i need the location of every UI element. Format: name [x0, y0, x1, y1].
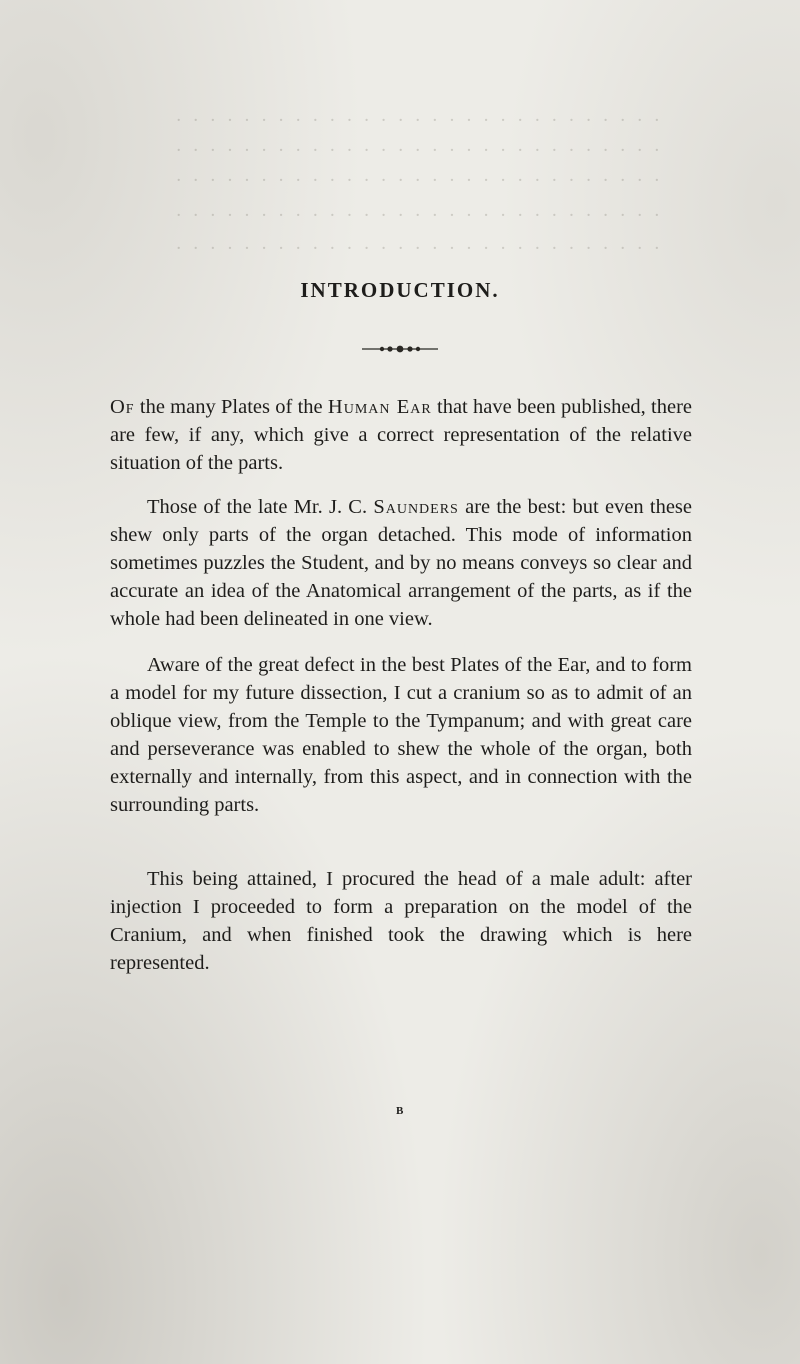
- signature-mark: B: [396, 1105, 404, 1117]
- paragraph-smallcaps: Saunders: [373, 496, 459, 518]
- bleed-through-line: · · · · · · · · · · · · · · · · · · · · · · · · · · · · ·: [172, 110, 660, 131]
- paragraph-smallcaps: Human Ear: [327, 396, 432, 418]
- bleed-through-line: · · · · · · · · · · · · · · · · · · · · · · · · · · · · ·: [172, 170, 660, 191]
- paragraph-2: [110, 493, 692, 633]
- paragraph-text: are the best: but even these shew only parts of the organ detached. This mode of information sometimes puzzles the Student, and by no means conveys so clear and accurate an idea of the Anatomical arrangement of the parts, as if the whole had been delineated in one view.: [110, 496, 693, 630]
- bleed-through-line: · · · · · · · · · · · · · · · · · · · · · · · · · · · · ·: [172, 205, 660, 226]
- paragraph-4: This being attained, I procured the head of a male adult: after injection I proceeded to form a preparation on the model of the Cranium, and when finished took the drawing which is here represented.: [110, 868, 692, 974]
- paragraph-text: Those of the late Mr. J. C.: [147, 496, 368, 518]
- paragraph-lead: Of: [110, 396, 135, 418]
- bleed-through-line: · · · · · · · · · · · · · · · · · · · · · · · · · · · · ·: [172, 238, 660, 259]
- paragraph-text: the many Plates of the: [139, 396, 323, 418]
- ornament-divider: [360, 343, 440, 355]
- paragraph-1: [110, 393, 692, 477]
- bleed-through-line: · · · · · · · · · · · · · · · · · · · · · · · · · · · · ·: [172, 140, 660, 161]
- paragraph-text: that have been published, there are few, if any, which give a correct representation of the relative situation of the parts.: [110, 396, 693, 474]
- page-title: INTRODUCTION.: [300, 278, 500, 302]
- paragraph-3: Aware of the great defect in the best Plates of the Ear, and to form a model for my future dissection, I cut a cranium so as to admit of an oblique view, from the Temple to the Tympanum; and with great care and perseverance was enabled to shew the whole of the organ, both externally and internally, from this aspect, and in connection with the surrounding parts.: [110, 654, 692, 816]
